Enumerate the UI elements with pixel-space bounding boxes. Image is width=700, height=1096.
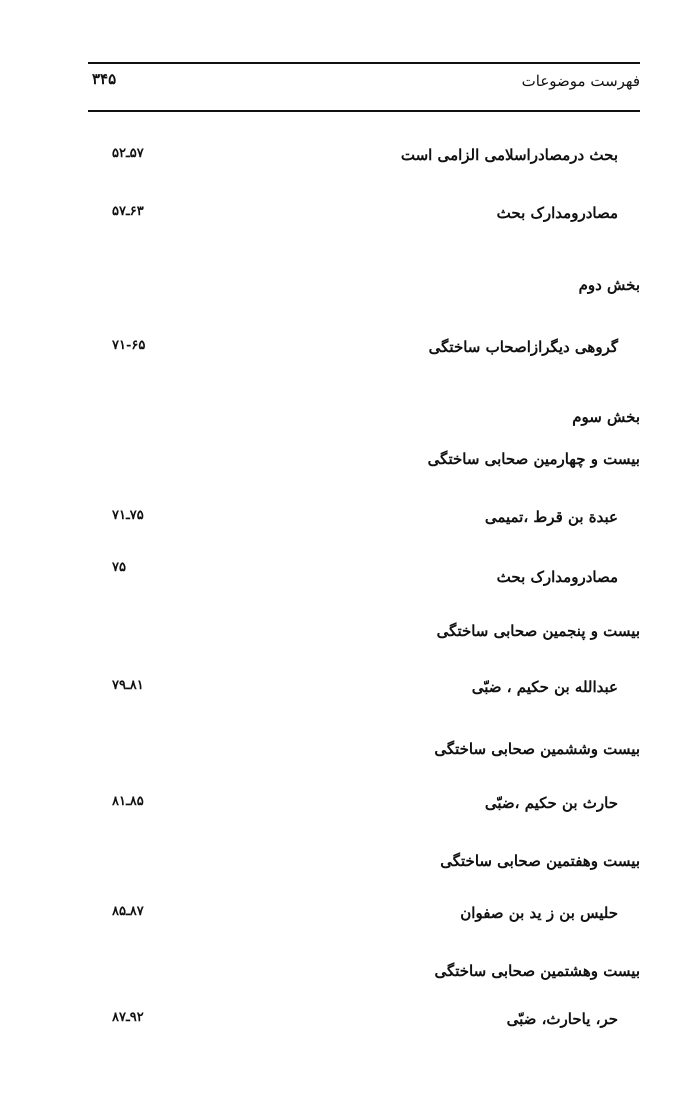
toc-entry-pages: ۵۷ـ۵۲ [112, 146, 144, 161]
toc-subheading [0, 450, 700, 480]
section-heading-title: بخش سوم [572, 408, 640, 426]
toc-entry-pages: ۸۱ـ۷۹ [112, 678, 144, 693]
toc-entry-pages: ۷۵ـ۷۱ [112, 508, 144, 523]
subheading-title: بیست وهفتمین صحابی ساختگی [440, 852, 640, 870]
toc-entry [0, 1010, 700, 1040]
subheading-title: بیست و چهارمین صحابی ساختگی [427, 450, 640, 468]
toc-section-heading [0, 408, 700, 438]
toc-entry-title: حارث بن حکیم ،ضبّی [484, 794, 618, 812]
section-heading-title: بخش دوم [578, 276, 640, 294]
toc-section-heading [0, 276, 700, 306]
subheading-title: بیست وششمین صحابی ساختگی [434, 740, 640, 758]
toc-entry-title: گروهی دیگرازاصحاب ساختگی [428, 338, 618, 356]
toc-entry-pages: ۸۵ـ۸۱ [112, 794, 144, 809]
toc-entry-title: مصادرومدارک بحث [496, 568, 618, 586]
toc-entry-pages: ۸۷ـ۸۵ [112, 904, 144, 919]
page-number: ۳۴۵ [92, 70, 117, 88]
toc-entry [0, 146, 700, 176]
toc-entry-pages: ۷۱-۶۵ [112, 338, 146, 353]
subheading-title: بیست وهشتمین صحابی ساختگی [434, 962, 640, 980]
toc-entry-title: حلیس بن ز ید بن صفوان [460, 904, 618, 922]
header-top-rule [88, 62, 640, 64]
toc-entry [0, 204, 700, 234]
toc-entry-pages: ۶۳ـ۵۷ [112, 204, 144, 219]
toc-entry [0, 678, 700, 708]
toc-subheading [0, 852, 700, 882]
toc-subheading [0, 962, 700, 992]
toc-entry-title: بحث درمصادراسلامی الزامی است [400, 146, 618, 164]
toc-entry-title: عبدالله بن حکیم ، ضبّی [471, 678, 618, 696]
toc-subheading [0, 740, 700, 770]
subheading-title: بیست و پنجمین صحابی ساختگی [436, 622, 640, 640]
toc-subheading [0, 622, 700, 652]
toc-entry-title: عبدة بن قرط ،تمیمی [484, 508, 618, 526]
toc-entry [0, 338, 700, 368]
toc-entry [0, 508, 700, 538]
toc-entry-pages: ۹۲ـ۸۷ [112, 1010, 144, 1025]
header-bottom-rule [88, 110, 640, 112]
toc-entry [0, 794, 700, 824]
toc-entry [0, 904, 700, 934]
toc-entry-pages: ۷۵ [112, 560, 126, 575]
running-header-title: فهرست موضوعات [521, 72, 640, 90]
toc-entry-title: مصادرومدارک بحث [496, 204, 618, 222]
toc-entry-title: حر، یاحارث، ضبّی [506, 1010, 618, 1028]
toc-entry [0, 560, 700, 590]
